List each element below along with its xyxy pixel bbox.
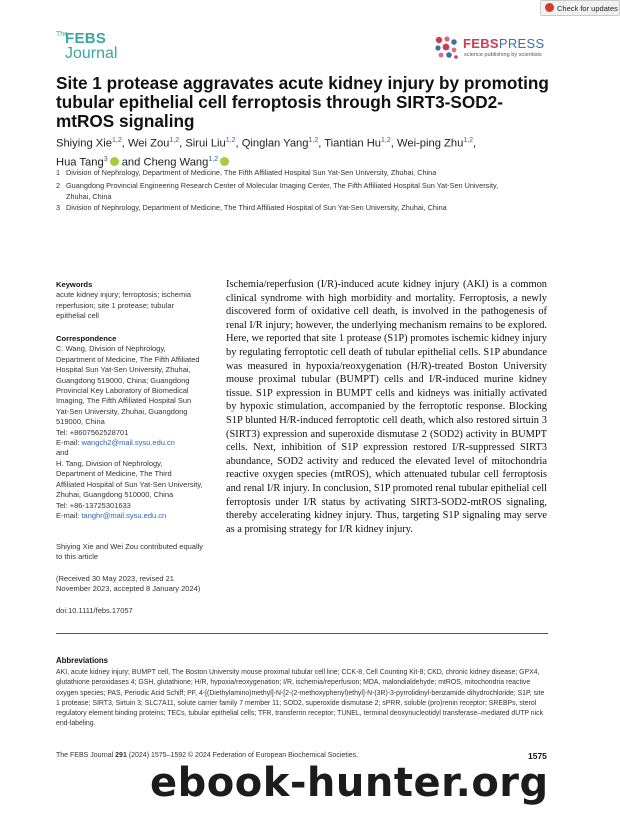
author-name[interactable]: Hua Tang	[56, 156, 104, 169]
equal-contribution-note	[56, 542, 216, 563]
footer-journal: The FEBS Journal	[56, 752, 114, 759]
email-link-wang[interactable]: wangch2@mail.sysu.edu.cn	[81, 438, 175, 448]
keywords-heading: Keywords	[56, 280, 93, 289]
correspondence-line: 519000, China	[56, 417, 105, 427]
journal-the: The	[56, 31, 69, 38]
correspondence-line: Tel: +86-13725301633	[56, 500, 131, 510]
correspondence-line: Affiliated Hospital of Sun Yat-Sen University,	[56, 479, 203, 489]
affiliation-text-cont: Zhuhai, China	[66, 192, 112, 201]
correspondence-line: Hospital Sun Yat-Sen University, Zhuhai,	[56, 365, 191, 375]
keywords-line: reperfusion; site 1 protease; tubular	[56, 300, 174, 310]
abbreviations-heading: Abbreviations	[56, 656, 108, 665]
author-name[interactable]: Shiying Xie	[56, 137, 112, 150]
author-name[interactable]: Sirui Liu	[185, 137, 226, 150]
correspondence-heading: Correspondence	[56, 334, 117, 343]
watermark-text: ebook-hunter.org	[150, 760, 549, 806]
febs-press-logo	[433, 34, 563, 66]
affiliation-number: 3	[56, 203, 61, 212]
section-divider	[56, 633, 548, 634]
journal-logo	[56, 30, 136, 70]
correspondence-line: Tel: +8607562528701	[56, 427, 129, 437]
author-list: Shiying Xie$^{1,2}$, Wei Zou$^{1,2}$, Sirui Liu$^{1,2}$, Qinglan Yang$^{1,2}$, Tiantian Hu$^{1,2}$, Wei-ping Zhu$^{1,2}$, Hua Tang$^3$ and Cheng Wang$^{1,2}$	[56, 137, 477, 169]
press-name-press: PRESS	[498, 36, 545, 51]
press-name-febs: FEBS	[463, 36, 499, 51]
correspondence-block	[56, 334, 216, 521]
correspondence-line: Provincial Key Laboratory of Biomedical	[56, 386, 189, 396]
author-and: and	[121, 156, 141, 169]
email-label: E-mail:	[56, 510, 80, 520]
correspondence-line: Department of Medicine, The Fifth Affiliated	[56, 354, 200, 364]
abstract-text: Ischemia/reperfusion (I/R)-induced acute kidney injury (AKI) is a common clinical syndrome with high morbidity and mortality. Ferroptosis, a newly discovered form of oxidative cell death, is involved in the pathogenesis of renal I/R injury; however, the underlying mechanism remains to be explored. Here, we reported that site 1 protease (S1P) promotes ischemic kidney injury by regulating ferroptotic cell death of tubular epithelial cells. S1P abundance was measured in hypoxia/reoxygenation (H/R)-treated Boston University mouse proximal tubular (BUMPT) cells and I/R-induced murine kidney tissue. S1P expression in BUMPT cells and kidneys was initially activated by hypoxic stimulation, accompanied by the ferroptotic response. Blocking S1P blunted H/R-induced ferroptotic cell death, which also restored sirtuin 3 (SIRT3) expression and superoxide dismutase 2 (SOD2) activity in BUMPT cells. Next, inhibition of S1P expression restored I/R-suppressed SIRT3 abundance, SOD2 activity and reduced the elevated level of mitochondria reactive oxygen species (mtROS), which attenuated tubular cell ferroptosis and renal I/R injury. In conclusion, S1P promoted renal tubular epithelial cell ferroptosis under I/R status by activating SIRT3-SOD2-mtROS signaling, thereby accelerating kidney injury. Thus, targeting S1P signaling may serve as a promising strategy for I/R kidney injury.	[226, 279, 547, 535]
author-affil-sup: 1,2	[169, 137, 180, 144]
author-affil-sup: 1,2	[381, 137, 391, 144]
affiliation-3	[56, 202, 576, 213]
author-affil-sup: 1,2	[308, 137, 319, 144]
check-updates-label: Check for updates	[557, 4, 618, 13]
email-label: E-mail:	[56, 438, 80, 448]
affiliation-number: 1	[56, 168, 61, 177]
press-name	[463, 36, 544, 51]
received-line: November 2023, accepted 8 January 2024)	[56, 584, 201, 594]
correspondence-line: Zhuhai, Guangdong 510000, China	[56, 490, 174, 500]
correspondence-line: Yat-Sen University, Zhuhai, Guangdong	[56, 406, 188, 416]
footer-copyright: (2024) 1575–1592 © 2024 Federation of European Biochemical Societies.	[128, 752, 359, 759]
journal-name: FEBS	[65, 30, 107, 47]
author-name[interactable]: Wei Zou	[127, 137, 170, 150]
email-line	[56, 511, 216, 521]
orcid-icon[interactable]	[110, 157, 119, 166]
orcid-icon[interactable]	[220, 157, 229, 166]
received-line: (Received 30 May 2023, revised 21	[56, 574, 174, 583]
affiliation-2	[56, 180, 576, 202]
author-affil-sup: 1,2	[111, 137, 122, 144]
febs-press-dots-icon	[433, 34, 461, 62]
abbreviations-text: AKI, acute kidney injury; BUMPT cell, The Boston University mouse proximal tubular cell line; CCK-8, Cell Counting Kit-8; CKD, chronic kidney disease; GPX4, glutathione peroxidases 4; GSH, glutathione; H/R, hypoxia/reoxygenation; I/R, ischemia/reperfusion; MDA, malondialdehyde; mtROS, mitochondria reactive oxygen species; PAS, Periodic Acid Schiff; PF, 4-[(Diethylamino)methyl]-N-[2-(2-methoxyphenyl)ethyl]-N-(3R)-3-pyrrolidinyl-benzamide dihydrochloride; S1P, site 1 protease; SIRT3, Sirtuin 3; SLC7A11, solute carrier family 7 member 11; SOD2, superoxide dismutase 2; sPRR, soluble (pro)renin receptor; SREBPs, sterol regulatory element binding proteins; TECs, tubular epithelial cells; TFR, transferrin receptor; TUNEL, terminal deoxynucleotidyl transferase–mediated dUTP nick end-labeling.	[56, 669, 545, 728]
author-name[interactable]: Wei-ping Zhu	[396, 137, 464, 150]
correspondence-line: Guangdong 519000, China; Guangdong	[56, 375, 190, 385]
affiliation-text: Guangdong Provincial Engineering Research Center of Molecular Imaging Center, The Fifth Affiliated Hospital Sun Yat-Sen University,	[66, 181, 499, 190]
correspondence-and: and	[56, 448, 69, 458]
journal-word: Journal	[65, 45, 118, 62]
email-line	[56, 438, 216, 448]
page-number: 1575	[528, 751, 547, 761]
affiliation-text: Division of Nephrology, Department of Medicine, The Third Affiliated Hospital of Sun Yat-Sen University, Zhuhai, China	[66, 203, 447, 212]
equal-note-line: to this article	[56, 552, 99, 562]
crossmark-icon	[545, 3, 554, 12]
article-title: Site 1 protease aggravates acute kidney injury by promoting tubular epithelial cell ferroptosis through SIRT3-SOD2-mtROS signaling	[56, 73, 549, 131]
keywords-line: acute kidney injury; ferroptosis; ischemia	[56, 290, 192, 300]
keywords-line: epithelial cell	[56, 311, 99, 321]
affiliation-text: Division of Nephrology, Department of Medicine, The Fifth Affiliated Hospital Sun Yat-Sen University, Zhuhai, China	[66, 168, 437, 177]
author-affil-sup: 1,2	[208, 155, 219, 163]
affiliation-1	[56, 167, 576, 178]
correspondence-line: Imaging, The Fifth Affiliated Hospital Sun	[56, 396, 192, 406]
author-affil-sup: 1,2	[463, 137, 474, 144]
footer-volume: 291	[115, 752, 127, 759]
press-tagline: science publishing by scientists	[464, 52, 542, 58]
author-name[interactable]: Qinglan Yang	[241, 137, 309, 150]
keywords-block	[56, 280, 216, 322]
correspondence-line: Department of Medicine, The Third	[56, 469, 172, 479]
author-name[interactable]: Cheng Wang	[143, 156, 209, 169]
correspondence-line: C. Wang, Division of Nephrology,	[56, 344, 166, 354]
author-affil-sup: 1,2	[225, 137, 236, 144]
doi[interactable]: doi:10.1111/febs.17057	[56, 606, 133, 615]
received-dates	[56, 574, 216, 595]
email-link-tang[interactable]: tanghr@mail.sysu.edu.cn	[81, 510, 167, 520]
check-for-updates-button[interactable]	[540, 0, 620, 16]
affiliation-number: 2	[56, 181, 61, 190]
author-name[interactable]: Tiantian Hu	[324, 137, 382, 150]
author-affil-sup: 3	[103, 155, 108, 163]
page-footer	[56, 752, 358, 759]
equal-note-line: Shiying Xie and Wei Zou contributed equally	[56, 542, 204, 551]
correspondence-line: H. Tang, Division of Nephrology,	[56, 458, 163, 468]
